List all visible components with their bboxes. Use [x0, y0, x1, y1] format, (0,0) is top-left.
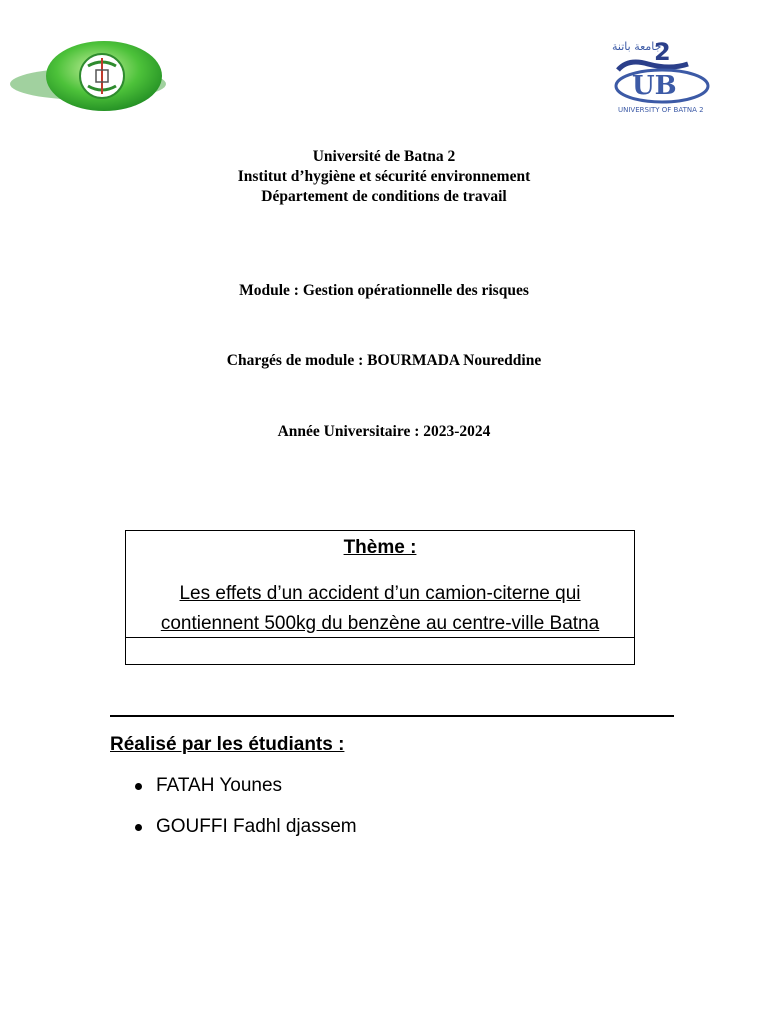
student-name: GOUFFI Fadhl djassem — [135, 813, 357, 854]
university-name: Université de Batna 2 — [312, 148, 456, 165]
svg-text:UB: UB — [632, 71, 677, 101]
instructor-line: Chargés de module : BOURMADA Noureddine — [226, 352, 542, 369]
theme-title: Thème : — [343, 537, 417, 558]
academic-year-line: Année Universitaire : 2023-2024 — [277, 423, 491, 440]
students-list — [135, 772, 357, 854]
institute-name: Institut d’hygiène et sécurité environnement — [237, 168, 531, 185]
university-batna-2-logo-icon — [604, 36, 730, 116]
theme-divider — [126, 637, 634, 638]
document-header — [0, 147, 768, 207]
students-title: Réalisé par les étudiants : — [110, 734, 345, 755]
horizontal-rule — [110, 715, 674, 717]
department-name: Département de conditions de travail — [261, 188, 507, 205]
institute-logo-icon — [8, 36, 168, 116]
module-line: Module : Gestion opérationnelle des risques — [239, 282, 529, 299]
logo-arabic-text: جامعة باتنة — [612, 40, 662, 53]
svg-text:2: 2 — [654, 38, 671, 66]
logo-caption: UNIVERSITY OF BATNA 2 — [618, 106, 704, 114]
student-name: FATAH Younes — [135, 772, 357, 813]
theme-box — [125, 530, 635, 665]
theme-text: Les effets d’un accident d’un camion-citerne qui contiennent 500kg du benzène au centre-ville Batna — [160, 583, 600, 634]
